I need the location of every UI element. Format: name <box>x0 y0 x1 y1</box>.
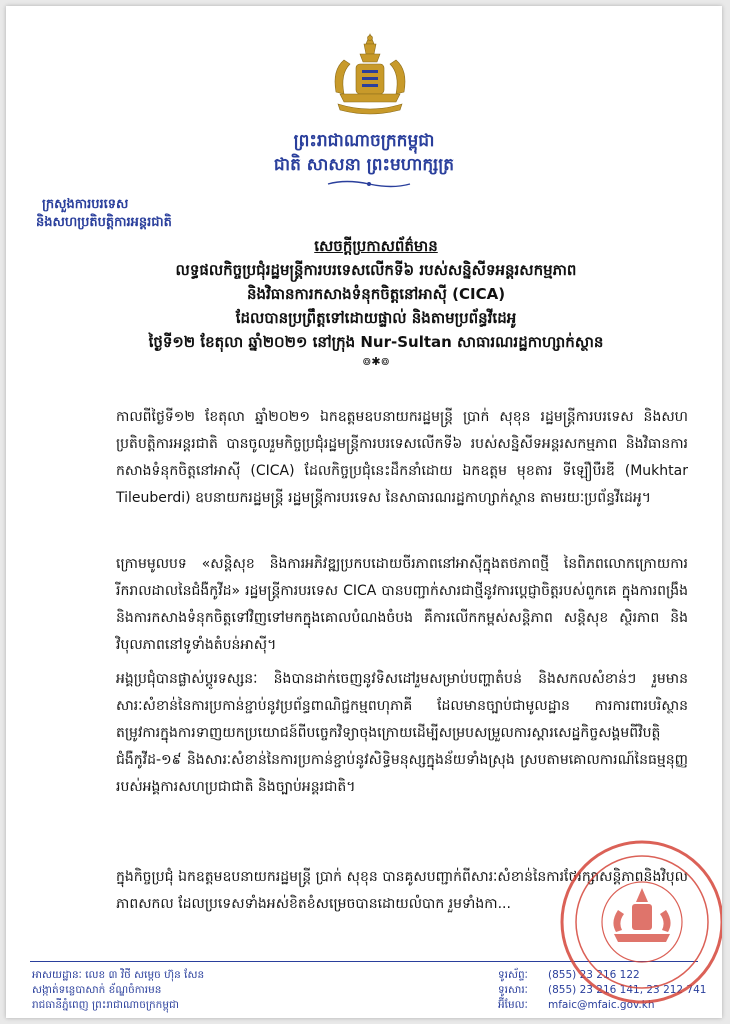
footer-address <box>32 968 204 1013</box>
kingdom-name: ព្រះរាជាណាចក្រកម្ពុជា <box>293 131 435 151</box>
email-value: mfaic@mfaic.gov.kh <box>548 999 655 1011</box>
email-label: អ៊ីមែលៈ <box>498 999 528 1011</box>
ministry-name-line2: និងសហប្រតិបត្តិការអន្តរជាតិ <box>36 215 172 230</box>
press-release-title-block <box>86 234 666 370</box>
title-line-4: ដែលបានប្រព្រឹត្តទៅដោយផ្ទាល់ និងតាមប្រព័ន្ធវីដេអូ <box>235 309 517 327</box>
ministry-name-line1: ក្រសួងការបរទេស <box>42 197 129 212</box>
press-release-heading: សេចក្ដីប្រកាសព័ត៌មាន <box>314 237 438 255</box>
body-paragraph-4: ក្នុងកិច្ចប្រជុំ ឯកឧត្តមឧបនាយករដ្ឋមន្ត្រី ប្រាក់ សុខុន បានគូសបញ្ជាក់ពីសារៈសំខាន់នៃការថែរក្សាសន្តិភាពនិងវិបុលភាពសកល ដែលប្រទេសទាំងអស់ខិតខំសម្រេចបានដោយលំបាក រួមទាំងកា... <box>116 869 688 912</box>
title-line-2: លទ្ធផលកិច្ចប្រជុំរដ្ឋមន្ត្រីការបរទេសលើកទី៦ របស់សន្និសីទអន្តរសកម្មភាព <box>175 261 577 279</box>
title-line-3: និងវិធានការកសាងទំនុកចិត្តនៅអាស៊ី (CICA) <box>246 285 506 303</box>
address-line-2: សង្កាត់ទន្លេបាសាក់ ខ័ណ្ឌចំការមន <box>32 984 162 996</box>
address-line-1: អាសយដ្ឋានៈ លេខ ៣ វិថី សម្ដេច ហ៊ុន សែន <box>32 969 205 981</box>
title-line-5: ថ្ងៃទី១២ ខែតុលា ឆ្នាំ២០២១ នៅក្រុង Nur-Sultan សាធារណរដ្ឋកាហ្សាក់ស្ថាន <box>148 333 604 351</box>
body-paragraph-3: អង្គប្រជុំបានផ្លាស់ប្ដូរទស្សនៈ និងបានដាក់ចេញនូវទិសដៅរួមសម្រាប់បញ្ហាតំបន់ និងសកលសំខាន់ៗ រួមមានសារៈសំខាន់នៃការប្រកាន់ខ្ជាប់នូវប្រព័ន្ធពាណិជ្ជកម្មពហុភាគី ដែលមានច្បាប់ជាមូលដ្ឋាន ការការពារបរិស្ថាន តម្រូវការក្នុងការទាញយកប្រយោជន៍ពីបច្ចេកវិទ្យាចុងក្រោយដើម្បីសម្របសម្រួលការស្ដារសេដ្ឋកិច្ចសង្គមពីវិបត្តិជំងឺកូវីដ-១៩ និងសារៈសំខាន់នៃការប្រកាន់ខ្ជាប់នូវសិទ្ធិមនុស្សក្នុងន័យទាំងស្រុង ស្របតាមគោលការណ៍នៃធម្មនុញ្ញរបស់អង្គការសហប្រជាជាតិ និងច្បាប់អន្តរជាតិ។ <box>116 671 688 795</box>
fax-value: (855) 23 216 141, 23 212 741 <box>548 984 707 996</box>
ornament-divider-icon <box>326 179 412 189</box>
phone-value: (855) 23 216 122 <box>548 969 640 981</box>
body-paragraph-2: ក្រោមមូលបទ «សន្តិសុខ និងការអភិវឌ្ឍប្រកបដោយចីរភាពនៅអាស៊ីក្នុងតថភាពថ្មី នៃពិភពលោកក្រោយការរីករាលដាលនៃជំងឺកូវីដ» រដ្ឋមន្ត្រីការបរទេស CICA បានបញ្ជាក់សារជាថ្មីនូវការប្ដេជ្ញាចិត្តរបស់ពួកគេ ក្នុងការពង្រឹងនិងការកសាងទំនុកចិត្តទៅវិញទៅមកក្នុងគោលបំណងចំបង គឺការលើកកម្ពស់សន្តិភាព សន្តិសុខ ស្ថិរភាព និងវិបុលភាពនៅទូទាំងតំបន់អាស៊ី។ <box>116 556 688 653</box>
national-motto: ជាតិ សាសនា ព្រះមហាក្សត្រ <box>273 155 455 175</box>
official-red-seal-stamp <box>554 832 722 1018</box>
title-divider: ៙✱៙ <box>362 355 390 368</box>
document-page <box>6 6 722 1018</box>
phone-label: ទូរស័ព្ទៈ <box>498 969 528 981</box>
address-line-3: រាជធានីភ្នំពេញ ព្រះរាជាណាចក្រកម្ពុជា <box>32 999 179 1011</box>
royal-coat-of-arms-emblem <box>324 30 416 118</box>
fax-label: ទូរសារៈ <box>498 984 528 996</box>
body-paragraph-1: កាលពីថ្ងៃទី១២ ខែតុលា ឆ្នាំ២០២១ ឯកឧត្តមឧបនាយករដ្ឋមន្ត្រី ប្រាក់ សុខុន រដ្ឋមន្ត្រីការបរទេស និងសហប្រតិបត្តិការអន្តរជាតិ បានចូលរួមកិច្ចប្រជុំរដ្ឋមន្ត្រីការបរទេសលើកទី៦ របស់សន្និសីទអន្តរសកម្មភាព និងវិធានការកសាងទំនុកចិត្តនៅអាស៊ី (CICA) ដែលកិច្ចប្រជុំនេះដឹកនាំដោយ ឯកឧត្តម មុខតារ ទីឡឿបឺរឌី (Mukhtar Tileuberdi) ឧបនាយករដ្ឋមន្ត្រី រដ្ឋមន្ត្រីការបរទេស នៃសាធារណរដ្ឋកាហ្សាក់ស្ថាន តាមរយៈប្រព័ន្ធវីដេអូ។ <box>116 409 688 506</box>
